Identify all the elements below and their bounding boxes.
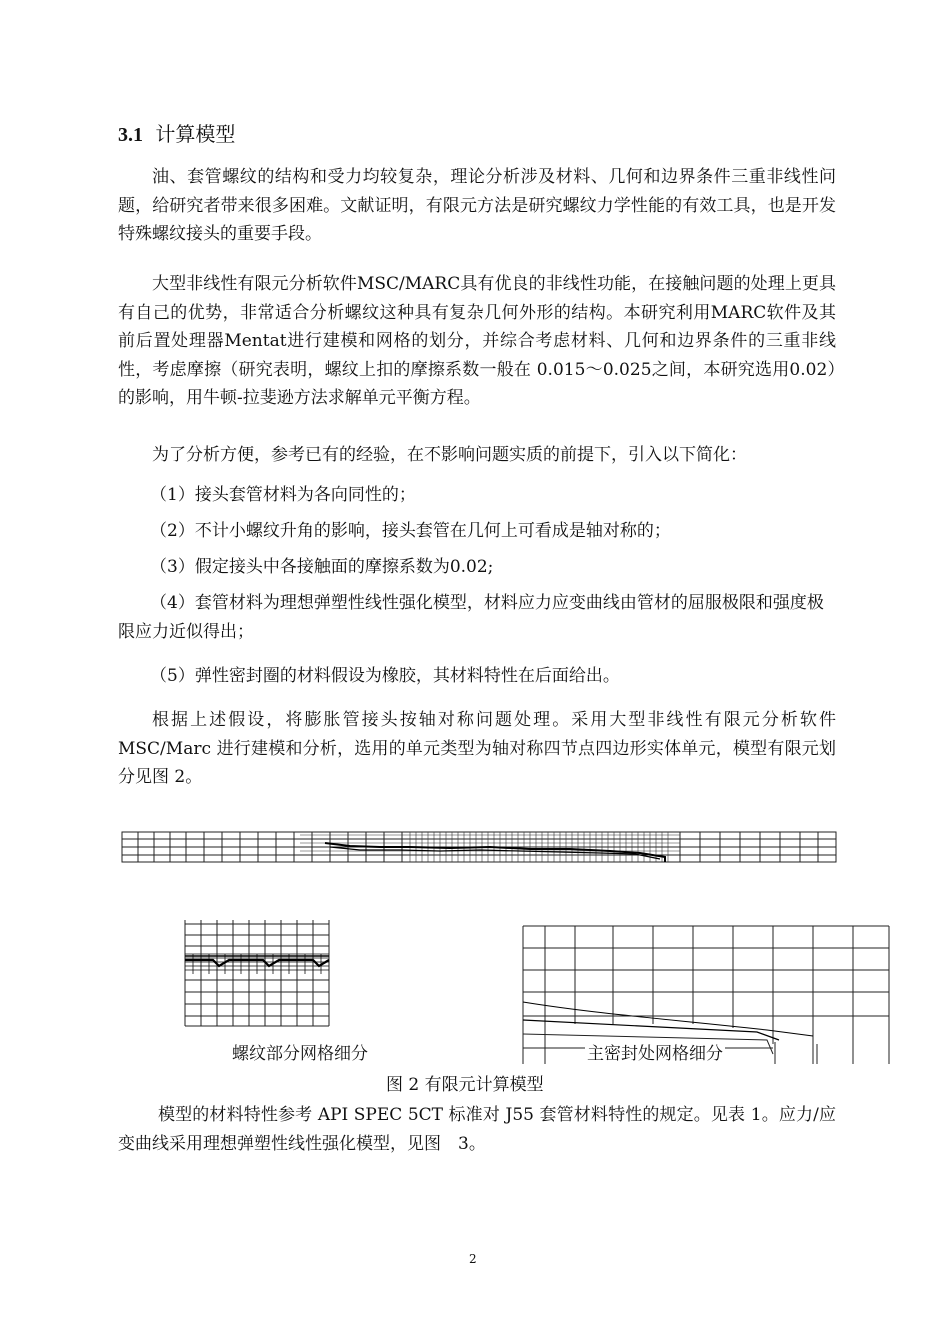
figure-subcaption-right-text: 主密封处网格细分 (587, 1044, 723, 1064)
page-number: 2 (469, 1252, 477, 1266)
section-title: 计算模型 (155, 122, 236, 146)
list-item-4: （4）套管材料为理想弹塑性线性强化模型，材料应力应变曲线由管材的屈服极限和强度极限应力近似得出； (118, 593, 824, 642)
list-item-2: （2）不计小螺纹升角的影响，接头套管在几何上可看成是轴对称的； (150, 521, 671, 541)
thread-mesh-figure (183, 918, 335, 1028)
section-number: 3.1 (118, 124, 143, 146)
paragraph-1: 油、套管螺纹的结构和受力均较复杂，理论分析涉及材料、几何和边界条件三重非线性问题，给研究者带来很多困难。文献证明，有限元方法是研究螺纹力学性能的有效工具，也是开发特殊螺纹接头的重要手段。 (118, 167, 836, 244)
mesh-overview-figure (120, 829, 840, 867)
paragraph-2: 大型非线性有限元分析软件MSC/MARC具有优良的非线性功能，在接触问题的处理上更具有自己的优势，非常适合分析螺纹这种具有复杂几何外形的结构。本研究利用MARC软件及其前后置处理器Mentat进行建模和网格的划分，并综合考虑材料、几何和边界条件的三重非线性，考虑摩擦（研究表明，螺纹上扣的摩擦系数一般在 0.015～0.025之间，本研究选用0.02）的影响，用牛顿-拉斐逊方法求解单元平衡方程。 (118, 274, 836, 408)
figure-subcaption-right (585, 1039, 725, 1064)
paragraph-5: 模型的材料特性参考 API SPEC 5CT 标准对 J55 套管材料特性的规定。见表 1。应力/应变曲线采用理想弹塑性线性强化模型，见图 3。 (118, 1105, 836, 1154)
list-item-3: （3）假定接头中各接触面的摩擦系数为0.02; (150, 557, 494, 577)
figure-caption: 图 2 有限元计算模型 (386, 1075, 544, 1095)
paragraph-4: 根据上述假设，将膨胀管接头按轴对称问题处理。采用大型非线性有限元分析软件 MSC/Marc 进行建模和分析，选用的单元类型为轴对称四节点四边形实体单元，模型有限元划分见图 2。 (118, 710, 836, 787)
figure-subcaption-left: 螺纹部分网格细分 (232, 1044, 368, 1064)
list-item-5: （5）弹性密封圈的材料假设为橡胶，其材料特性在后面给出。 (150, 666, 620, 686)
list-item-1: （1）接头套管材料为各向同性的； (150, 485, 416, 505)
paragraph-3: 为了分析方便，参考已有的经验，在不影响问题实质的前提下，引入以下简化： (152, 445, 747, 465)
section-heading (118, 118, 235, 147)
